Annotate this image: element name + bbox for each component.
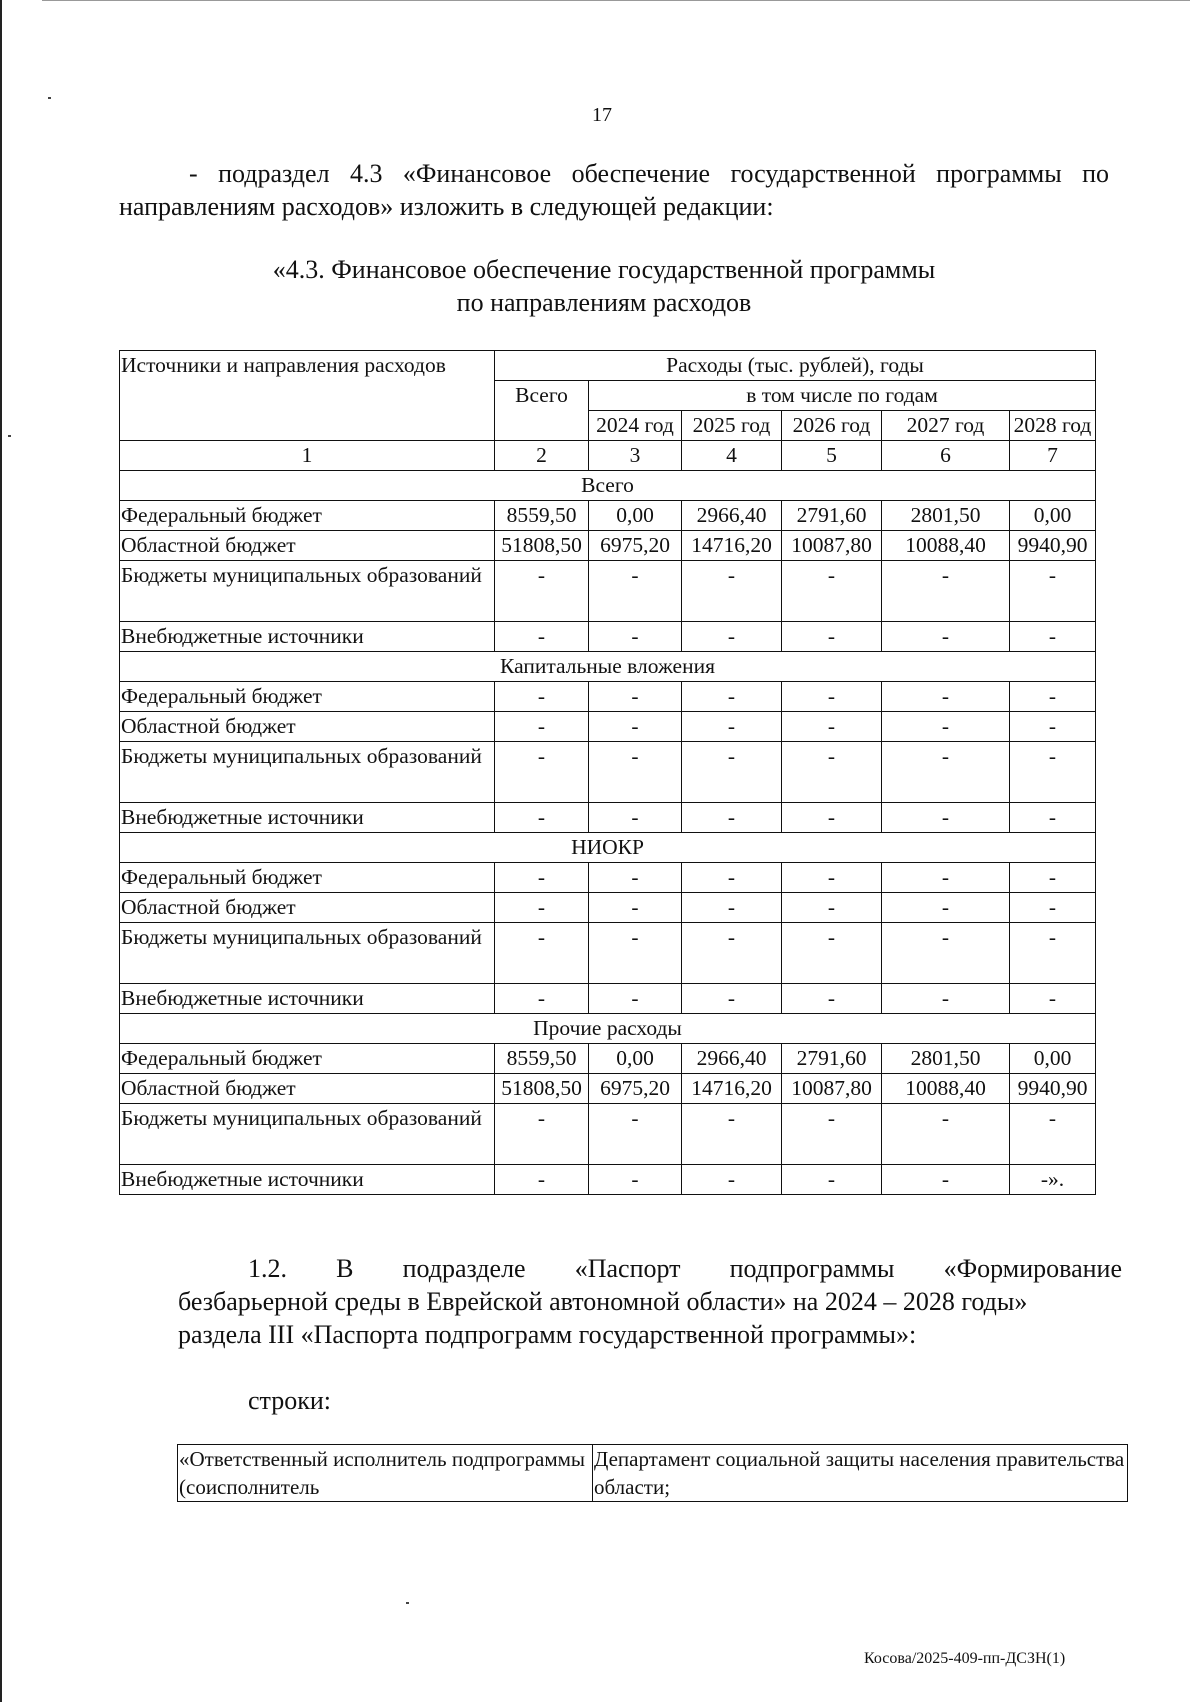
value-cell: 9940,90 <box>1010 1074 1096 1104</box>
table-row <box>120 1165 1096 1195</box>
table-row <box>120 531 1096 561</box>
value-cell: - <box>682 682 782 712</box>
value-cell: - <box>495 1165 589 1195</box>
value-cell: - <box>495 1104 589 1165</box>
value-cell: - <box>782 1165 882 1195</box>
passport-right-cell: Департамент социальной защиты населения правительства области; <box>593 1445 1128 1502</box>
table-row <box>120 561 1096 622</box>
column-number: 7 <box>1010 441 1096 471</box>
scan-speck <box>8 435 11 437</box>
value-cell: - <box>495 984 589 1014</box>
table-row <box>120 742 1096 803</box>
value-cell: - <box>1010 893 1096 923</box>
value-cell: 51808,50 <box>495 1074 589 1104</box>
row-label: Областной бюджет <box>120 531 495 561</box>
section-title: Капитальные вложения <box>120 652 1096 682</box>
value-cell: -». <box>1010 1165 1096 1195</box>
value-cell: - <box>589 803 682 833</box>
value-cell: - <box>682 863 782 893</box>
value-cell: - <box>882 712 1010 742</box>
value-cell: - <box>1010 923 1096 984</box>
value-cell: - <box>882 1104 1010 1165</box>
value-cell: - <box>882 622 1010 652</box>
row-label: Бюджеты муниципальных образований <box>120 923 495 984</box>
value-cell: - <box>882 1165 1010 1195</box>
value-cell: - <box>882 803 1010 833</box>
table-row <box>120 682 1096 712</box>
value-cell: - <box>682 1165 782 1195</box>
table-row <box>120 1044 1096 1074</box>
value-cell: - <box>782 863 882 893</box>
value-cell: - <box>589 682 682 712</box>
value-cell: 6975,20 <box>589 531 682 561</box>
value-cell: - <box>1010 712 1096 742</box>
value-cell: 10087,80 <box>782 1074 882 1104</box>
header-year: 2024 год <box>589 411 682 441</box>
value-cell: - <box>682 984 782 1014</box>
value-cell: - <box>782 893 882 923</box>
value-cell: - <box>882 863 1010 893</box>
header-sources: Источники и направления расходов <box>120 351 495 441</box>
section-title: НИОКР <box>120 833 1096 863</box>
value-cell: - <box>495 622 589 652</box>
value-cell: - <box>495 712 589 742</box>
value-cell: 2791,60 <box>782 501 882 531</box>
value-cell: 2801,50 <box>882 1044 1010 1074</box>
value-cell: - <box>782 712 882 742</box>
value-cell: - <box>589 561 682 622</box>
value-cell: 14716,20 <box>682 1074 782 1104</box>
value-cell: 6975,20 <box>589 1074 682 1104</box>
value-cell: 9940,90 <box>1010 531 1096 561</box>
page-number: 17 <box>592 104 612 126</box>
value-cell: - <box>882 984 1010 1014</box>
value-cell: - <box>882 893 1010 923</box>
value-cell: - <box>682 893 782 923</box>
value-cell: - <box>495 682 589 712</box>
header-total: Всего <box>495 381 589 441</box>
value-cell: - <box>1010 742 1096 803</box>
header-expenses: Расходы (тыс. рублей), годы <box>495 351 1096 381</box>
value-cell: - <box>589 923 682 984</box>
value-cell: 51808,50 <box>495 531 589 561</box>
value-cell: - <box>1010 682 1096 712</box>
passport-left-cell: «Ответственный исполнитель подпрограммы (соисполнитель <box>178 1445 593 1502</box>
table-row <box>120 863 1096 893</box>
row-label: Бюджеты муниципальных образований <box>120 742 495 803</box>
row-label: Областной бюджет <box>120 893 495 923</box>
row-label: Федеральный бюджет <box>120 1044 495 1074</box>
value-cell: - <box>682 622 782 652</box>
value-cell: - <box>682 712 782 742</box>
value-cell: - <box>589 893 682 923</box>
value-cell: 0,00 <box>589 1044 682 1074</box>
intro-paragraph: - подраздел 4.3 «Финансовое обеспечение государственной программы по направлениям расходов» изложить в следующей редакции: <box>119 159 1109 221</box>
value-cell: - <box>1010 863 1096 893</box>
value-cell: - <box>782 923 882 984</box>
value-cell: - <box>589 984 682 1014</box>
value-cell: - <box>682 742 782 803</box>
value-cell: 14716,20 <box>682 531 782 561</box>
heading-line-2: по направлениям расходов <box>456 288 752 317</box>
section-heading <box>119 253 1089 319</box>
value-cell: - <box>782 984 882 1014</box>
table-row <box>120 893 1096 923</box>
paragraph-line: 1.2. В подразделе «Паспорт подпрограммы «Формирование <box>248 1254 1122 1283</box>
column-number: 5 <box>782 441 882 471</box>
column-number: 2 <box>495 441 589 471</box>
value-cell: - <box>1010 984 1096 1014</box>
heading-line-1: «4.3. Финансовое обеспечение государственной программы <box>272 255 936 284</box>
paragraph-line: безбарьерной среды в Еврейской автономной области» на 2024 – 2028 годы» <box>178 1287 1028 1316</box>
footer-document-code: Косова/2025-409-пп-ДСЗН(1) <box>864 1650 1066 1667</box>
table-row <box>120 803 1096 833</box>
value-cell: 0,00 <box>1010 1044 1096 1074</box>
value-cell: - <box>782 561 882 622</box>
value-cell: - <box>589 742 682 803</box>
row-label: Областной бюджет <box>120 1074 495 1104</box>
value-cell: - <box>682 803 782 833</box>
value-cell: - <box>589 622 682 652</box>
value-cell: - <box>882 742 1010 803</box>
value-cell: 10088,40 <box>882 1074 1010 1104</box>
value-cell: 2801,50 <box>882 501 1010 531</box>
column-number: 6 <box>882 441 1010 471</box>
passport-table <box>177 1444 1128 1502</box>
row-label: Федеральный бюджет <box>120 682 495 712</box>
table-row <box>120 923 1096 984</box>
table-row <box>120 622 1096 652</box>
value-cell: 2966,40 <box>682 501 782 531</box>
row-label: Бюджеты муниципальных образований <box>120 1104 495 1165</box>
table-row <box>120 984 1096 1014</box>
value-cell: 10087,80 <box>782 531 882 561</box>
header-year: 2026 год <box>782 411 882 441</box>
value-cell: - <box>495 893 589 923</box>
row-label: Федеральный бюджет <box>120 501 495 531</box>
paragraph-line: раздела III «Паспорта подпрограмм государственной программы»: <box>178 1320 917 1349</box>
column-number: 1 <box>120 441 495 471</box>
value-cell: - <box>782 1104 882 1165</box>
value-cell: - <box>1010 561 1096 622</box>
value-cell: - <box>882 682 1010 712</box>
value-cell: - <box>1010 1104 1096 1165</box>
paragraph-1-2 <box>178 1252 1122 1351</box>
value-cell: - <box>782 682 882 712</box>
value-cell: - <box>782 742 882 803</box>
value-cell: - <box>682 923 782 984</box>
header-including-years: в том числе по годам <box>589 381 1096 411</box>
value-cell: - <box>495 923 589 984</box>
table-row <box>120 1074 1096 1104</box>
row-label: Областной бюджет <box>120 712 495 742</box>
column-number: 4 <box>682 441 782 471</box>
value-cell: - <box>1010 622 1096 652</box>
value-cell: - <box>782 622 882 652</box>
rows-label: строки: <box>248 1386 331 1415</box>
row-label: Федеральный бюджет <box>120 863 495 893</box>
value-cell: 0,00 <box>1010 501 1096 531</box>
section-title: Прочие расходы <box>120 1014 1096 1044</box>
top-scan-rule <box>42 0 1190 3</box>
header-year: 2025 год <box>682 411 782 441</box>
row-label: Внебюджетные источники <box>120 984 495 1014</box>
value-cell: - <box>495 742 589 803</box>
scan-speck <box>406 1602 409 1604</box>
row-label: Внебюджетные источники <box>120 622 495 652</box>
value-cell: - <box>495 803 589 833</box>
value-cell: - <box>682 1104 782 1165</box>
header-year: 2027 год <box>882 411 1010 441</box>
row-label: Внебюджетные источники <box>120 803 495 833</box>
value-cell: - <box>882 561 1010 622</box>
value-cell: - <box>589 1165 682 1195</box>
header-year: 2028 год <box>1010 411 1096 441</box>
financing-table <box>119 350 1096 1195</box>
value-cell: - <box>589 712 682 742</box>
table-row <box>120 712 1096 742</box>
table-row <box>120 501 1096 531</box>
value-cell: 10088,40 <box>882 531 1010 561</box>
value-cell: 2791,60 <box>782 1044 882 1074</box>
value-cell: - <box>682 561 782 622</box>
table-row <box>120 1104 1096 1165</box>
row-label: Внебюджетные источники <box>120 1165 495 1195</box>
value-cell: 2966,40 <box>682 1044 782 1074</box>
value-cell: 8559,50 <box>495 501 589 531</box>
value-cell: - <box>495 561 589 622</box>
value-cell: - <box>589 863 682 893</box>
row-label: Бюджеты муниципальных образований <box>120 561 495 622</box>
value-cell: 8559,50 <box>495 1044 589 1074</box>
value-cell: - <box>882 923 1010 984</box>
section-title: Всего <box>120 471 1096 501</box>
value-cell: - <box>589 1104 682 1165</box>
scan-speck <box>48 97 51 99</box>
value-cell: 0,00 <box>589 501 682 531</box>
column-number: 3 <box>589 441 682 471</box>
value-cell: - <box>782 803 882 833</box>
value-cell: - <box>495 863 589 893</box>
value-cell: - <box>1010 803 1096 833</box>
